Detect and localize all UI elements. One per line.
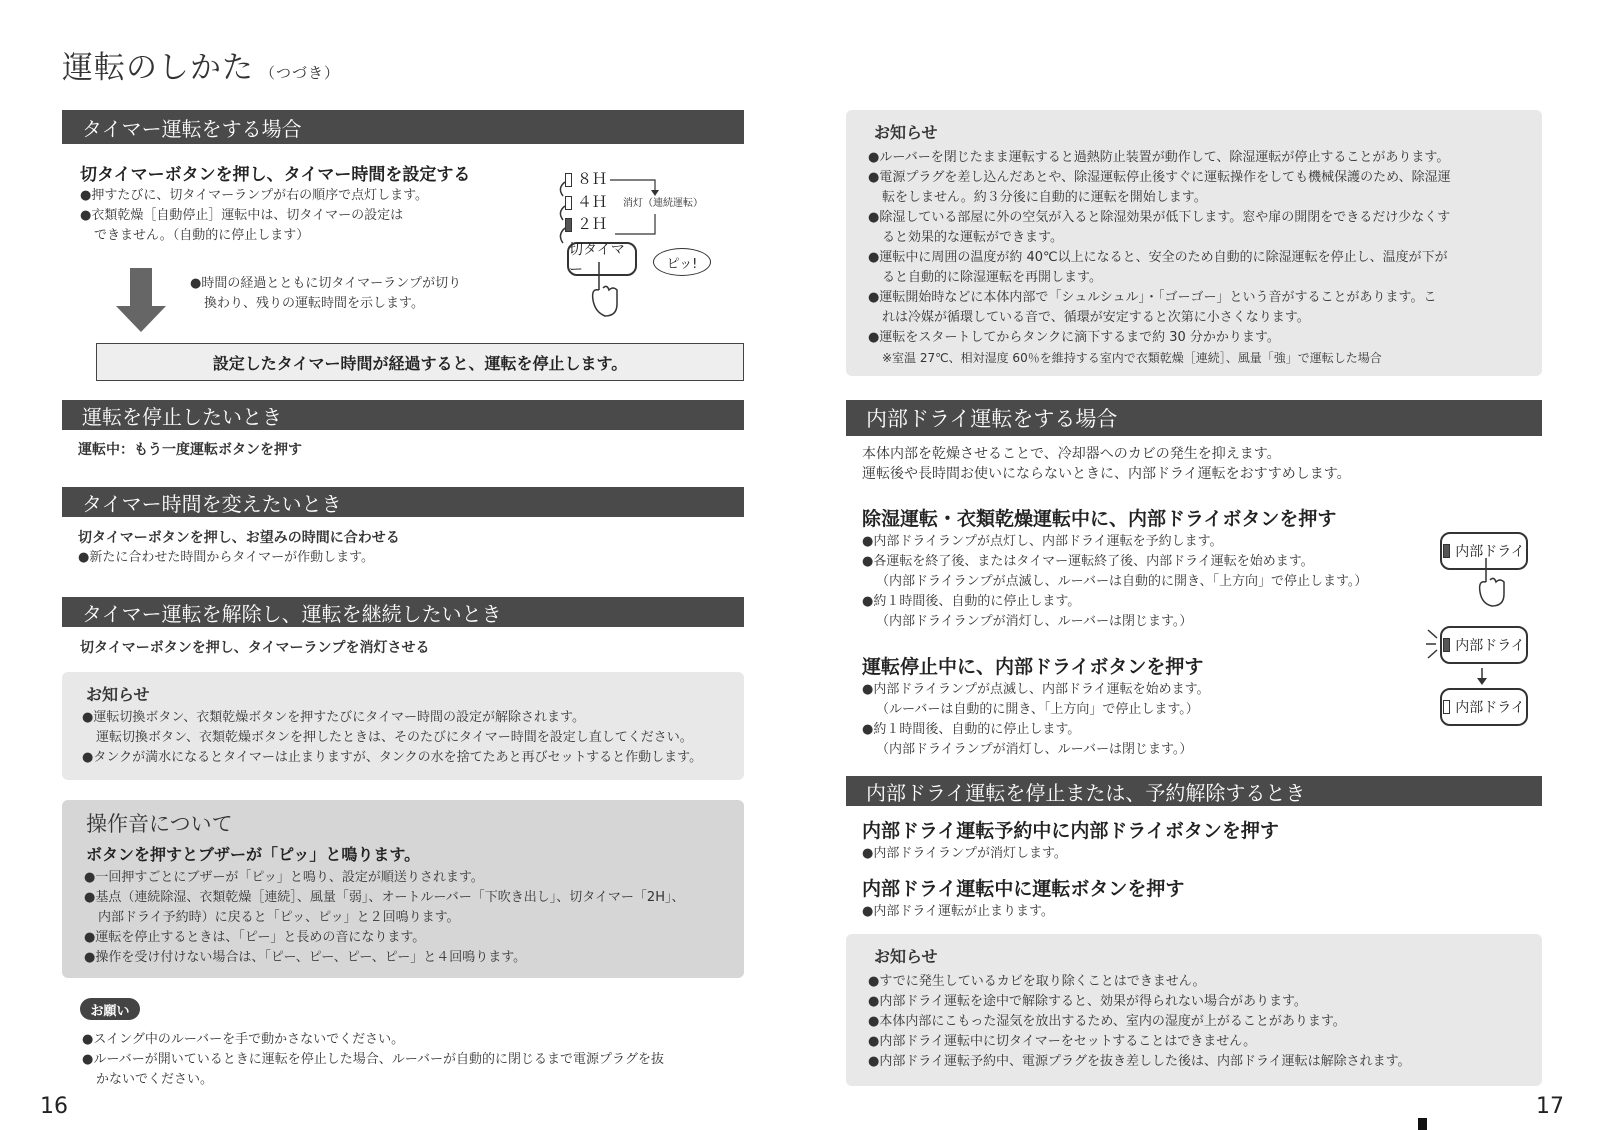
timer-option-4h: ４Ｈ [565,191,607,212]
timer-section-heading: タイマー運転をする場合 [62,110,744,144]
arrow-down-small-icon [1476,668,1488,686]
change-section-text: 切タイマーボタンを押し、お望みの時間に合わせる [78,530,400,546]
finger-press-icon [587,260,623,320]
internal-dry-button-lit[interactable]: 内部ドライ [1440,532,1528,570]
timer-step-title: 切タイマーボタンを押し、タイマー時間を設定する [80,165,471,185]
sound-lines: ●一回押すごとにブザーが「ピッ」と鳴り、設定が順送りされます。 ●基点（連続除湿、衣類乾燥［連続］、風量「弱」、オートルーバー「下吹き出し」、切タイマー「2H」、 内部ドライ予約時）に戻ると「ピッ、ピッ」と２回鳴ります。 ●運転を停止するときは、「ピー」と長めの音になります。 ●操作を受け付けない場合は、「ピー、ピー、ピー、ピー」と４回鳴ります。 [84,870,685,965]
stop-dry-heading: 内部ドライ運転を停止または、予約解除するとき [846,776,1542,806]
stop-dry-t2: 内部ドライ運転中に運転ボタンを押す [862,878,1185,900]
page-marker [1418,1118,1427,1130]
notice-general-lines: ●ルーバーを閉じたまま運転すると過熱防止装置が動作して、除湿運転が停止することがあります。 ●電源プラグを差し込んだあとや、除湿運転停止後すぐに運転操作をしても機械保護のため、除湿運 転をしません。約３分後に自動的に運転を開始します。 ●除湿している部屋に外の空気が入ると除湿効果が低下します。窓や扉の開閉をできるだけ少なくす ると効果的な運転ができます。 ●運転中に周囲の温度が約 40℃以上になると、安全のため自動的に除湿運転を停止し、温度が下が ると自動的に除湿運転を再開します。 ●運転開始時などに本体内部で「シュルシュル」・「ゴーゴー」という音がすることがあります。こ れは冷媒が循環している音で、循環が安定すると次第に小さくなります。 ●運転をスタートしてからタンクに滴下するまで約 30 分かかります。 ※室温 27℃、相対湿度 60％を維持する室内で衣類乾燥［連続］、風量「強」で運転した場合 [868,150,1451,365]
timer-note: ●時間の経過とともに切タイマーランプが切り 換わり、残りの運転時間を示します。 [190,276,462,311]
beep-speech-bubble: ピッ! [653,248,711,276]
timer-result-box: 設定したタイマー時間が経過すると、運転を停止します。 [96,343,744,381]
change-section-sub: ●新たに合わせた時間からタイマーが作動します。 [78,550,375,565]
stop-section-heading: 運転を停止したいとき [62,400,744,430]
change-section-heading: タイマー時間を変えたいとき [62,487,744,517]
timer-off-label: 消灯（連続運転） [623,198,703,209]
down-arrow-icon [116,268,166,332]
page-title-sub: （つづき） [260,64,341,82]
timer-diagram [555,168,755,328]
timer-option-2h: ２Ｈ [565,213,607,234]
stop-dry-t1: 内部ドライ運転予約中に内部ドライボタンを押す [862,820,1279,842]
page-number-right: 17 [1536,1094,1564,1119]
internal-dry-button-off[interactable]: 内部ドライ [1440,688,1528,726]
request-lines: ●スイング中のルーバーを手で動かさないでください。 ●ルーバーが開いているときに運転を停止した場合、ルーバーが自動的に閉じるまで電源プラグを抜 かないでください。 [82,1032,665,1087]
page-number-left: 16 [40,1094,68,1119]
dry-section-heading: 内部ドライ運転をする場合 [846,400,1542,436]
dry-step1-lines: ●内部ドライランプが点灯し、内部ドライ運転を予約します。 ●各運転を終了後、またはタイマー運転終了後、内部ドライ運転を始めます。 （内部ドライランプが点滅し、ルーバーは自動的に開き、「上方向」で停止します。） ●約１時間後、自動的に停止します。 （内部ドライランプが消灯し、ルーバーは閉じます。） [862,534,1368,629]
notice-timer-lines: ●運転切換ボタン、衣類乾燥ボタンを押すたびにタイマー時間の設定が解除されます。 運転切換ボタン、衣類乾燥ボタンを押したときは、そのたびにタイマー時間を設定し直してください。 ●タンクが満水になるとタイマーは止まりますが、タンクの水を捨てたあと再びセットすると作動します。 [82,710,703,765]
stop-dry-t2-sub: ●内部ドライ運転が止まります。 [862,904,1054,919]
notice-dry-title: お知らせ [874,947,938,966]
sound-title: 操作音について [86,812,233,836]
stop-dry-t1-sub: ●内部ドライランプが消灯します。 [862,846,1067,861]
timer-step-bullets: ●押すたびに、切タイマーランプが右の順序で点灯します。 ●衣類乾燥［自動停止］運転中は、切タイマーの設定は できません。（自動的に停止します） [80,188,429,243]
finger-press-icon [1474,556,1510,608]
page-title [62,42,340,87]
dry-step1-title: 除湿運転・衣類乾燥運転中に、内部ドライボタンを押す [862,508,1337,530]
internal-dry-button-blinking[interactable]: 内部ドライ [1440,626,1528,664]
sound-subtitle: ボタンを押すとブザーが「ピッ」と鳴ります。 [86,845,421,864]
stop-section-text: 運転中：もう一度運転ボタンを押す [78,442,302,458]
notice-general-title: お知らせ [874,123,938,142]
dry-step2-lines: ●内部ドライランプが点滅し、内部ドライ運転を始めます。 （ルーバーは自動的に開き、「上方向」で停止します。） ●約１時間後、自動的に停止します。 （内部ドライランプが消灯し、ルーバーは閉じます。） [862,682,1210,757]
off-timer-button[interactable]: 切タイマー [567,242,637,276]
cancel-section-text: 切タイマーボタンを押し、タイマーランプを消灯させる [80,640,430,656]
timer-option-8h: ８Ｈ [565,168,607,189]
cancel-section-heading: タイマー運転を解除し、運転を継続したいとき [62,597,744,627]
request-badge: お願い [80,998,140,1020]
notice-dry-lines: ●すでに発生しているカビを取り除くことはできません。 ●内部ドライ運転を途中で解除すると、効果が得られない場合があります。 ●本体内部にこもった湿気を放出するため、室内の湿度が上がることがあります。 ●内部ドライ運転中に切タイマーをセットすることはできません。 ●内部ドライ運転予約中、電源プラグを抜き差しした後は、内部ドライ運転は解除されます。 [868,974,1411,1069]
page-title-text: 運転のしかた [62,50,254,86]
dry-intro: 本体内部を乾燥させることで、冷却器へのカビの発生を抑えます。 運転後や長時間お使いにならないときに、内部ドライ運転をおすすめします。 [862,446,1351,482]
dry-step2-title: 運転停止中に、内部ドライボタンを押す [862,656,1204,678]
notice-timer-title: お知らせ [86,685,150,704]
